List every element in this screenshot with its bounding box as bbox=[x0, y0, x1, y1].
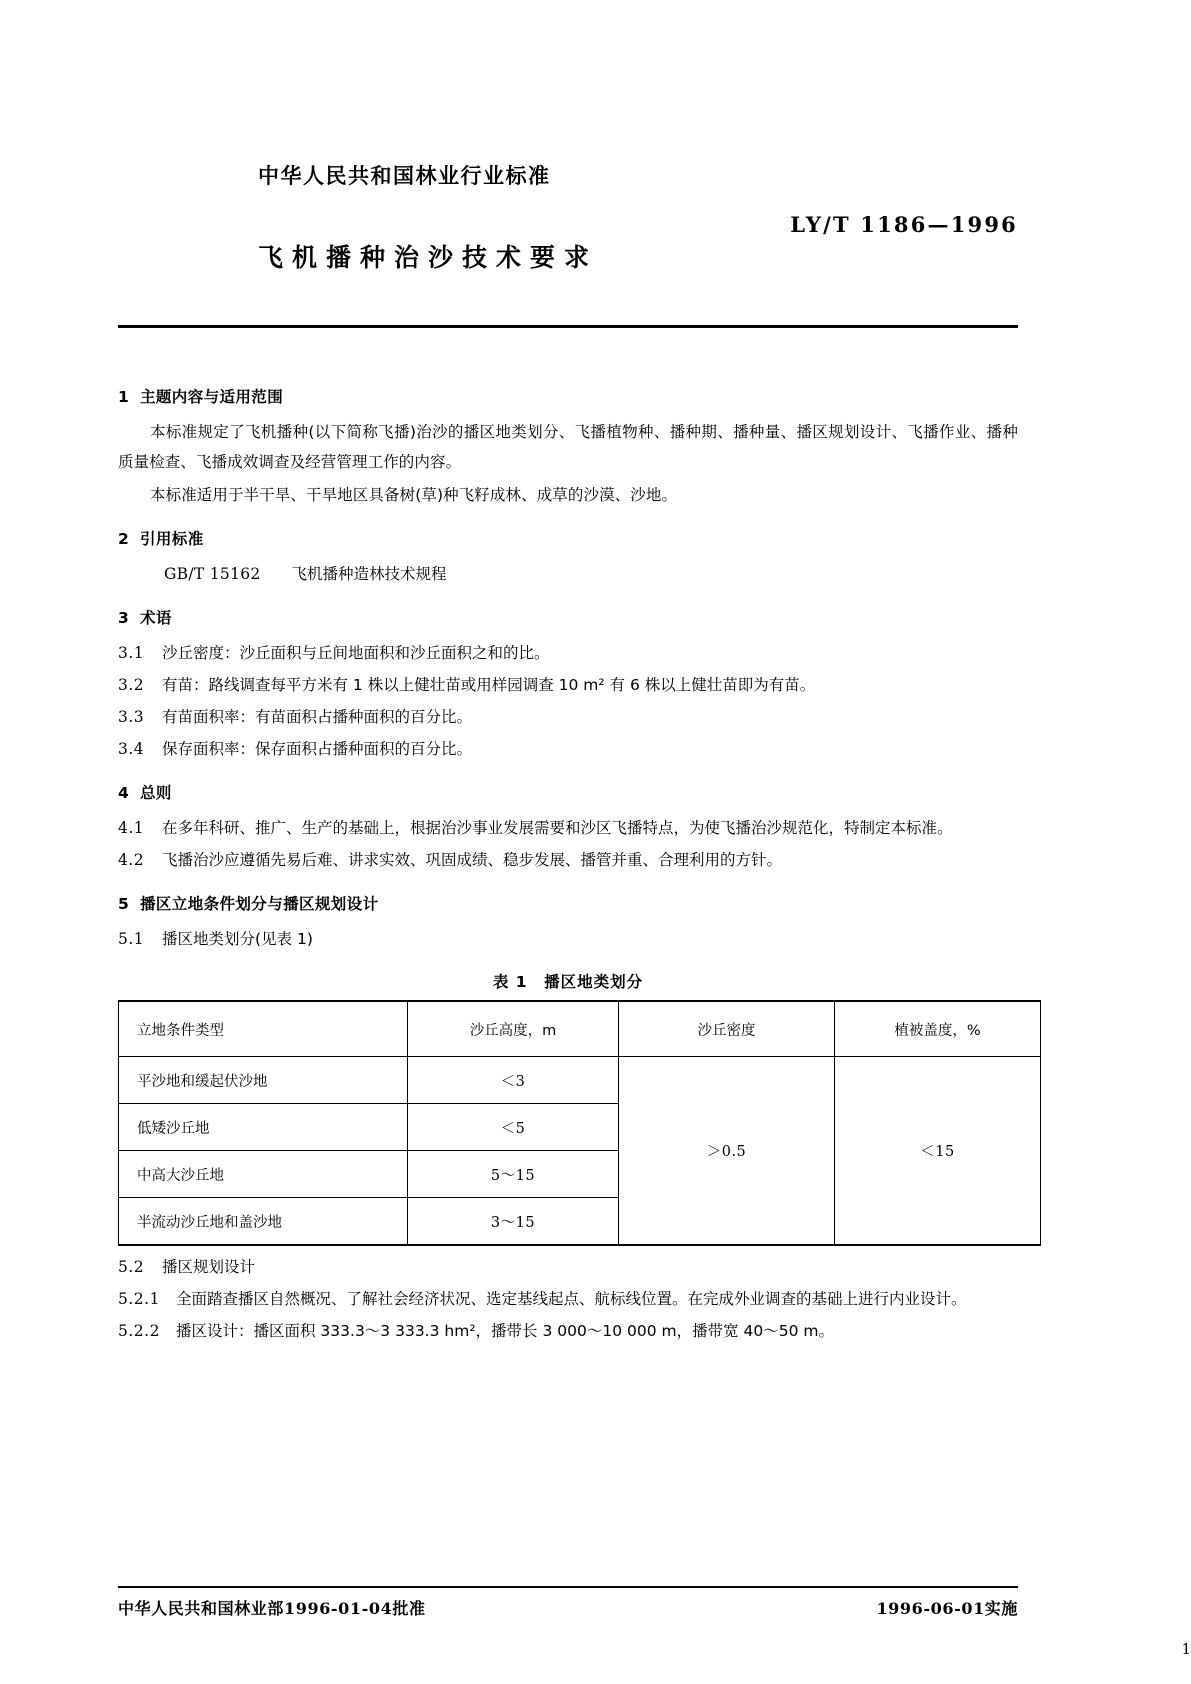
cell-site-type: 低矮沙丘地 bbox=[119, 1104, 408, 1151]
clause-number-3-3: 3.3 bbox=[118, 708, 145, 726]
cell-site-type: 中高大沙丘地 bbox=[119, 1151, 408, 1198]
document-body bbox=[118, 368, 1018, 1348]
clause-text-3-4: 保存面积率：保存面积占播种面积的百分比。 bbox=[162, 740, 473, 758]
clause-number-4-1: 4.1 bbox=[118, 819, 145, 837]
page-footer bbox=[118, 1586, 1018, 1619]
clause-number-4-2: 4.2 bbox=[118, 851, 145, 869]
section-number-2: 2 bbox=[118, 530, 130, 548]
clause-number-3-2: 3.2 bbox=[118, 676, 145, 694]
issuing-organization-title: 中华人民共和国林业行业标准 bbox=[258, 164, 551, 188]
cell-site-type: 半流动沙丘地和盖沙地 bbox=[119, 1198, 408, 1246]
clause-text-4-1: 在多年科研、推广、生产的基础上，根据治沙事业发展需要和沙区飞播特点，为使飞播治沙规范化，特制定本标准。 bbox=[162, 819, 953, 837]
table-row bbox=[119, 1057, 1041, 1104]
document-title: 飞机播种治沙技术要求 bbox=[258, 243, 599, 272]
section-title-4: 总则 bbox=[140, 784, 172, 802]
clause-text-5-2-2: 播区设计：播区面积 333.3～3 333.3 hm²，播带长 3 000～10 000 m，播带宽 40～50 m。 bbox=[176, 1322, 834, 1340]
clause-text-5-2: 播区规划设计 bbox=[162, 1258, 256, 1276]
section-title-5: 播区立地条件划分与播区规划设计 bbox=[140, 895, 379, 913]
section-heading-5 bbox=[118, 892, 1018, 914]
clause-5-2-2 bbox=[118, 1316, 1018, 1346]
clause-text-3-2: 有苗：路线调查每平方米有 1 株以上健壮苗或用样园调查 10 m² 有 6 株以上健壮苗即为有苗。 bbox=[162, 676, 816, 694]
section-title-1: 主题内容与适用范围 bbox=[140, 388, 284, 406]
header-divider bbox=[118, 325, 1018, 328]
section-title-2: 引用标准 bbox=[140, 530, 204, 548]
cell-dune-density-merged: ＞0.5 bbox=[619, 1057, 835, 1246]
table-1-body bbox=[119, 1057, 1041, 1246]
clause-number-5-2: 5.2 bbox=[118, 1258, 145, 1276]
clause-text-3-1: 沙丘密度：沙丘面积与丘间地面积和沙丘面积之和的比。 bbox=[162, 644, 550, 662]
section-1-paragraph-1: 本标准规定了飞机播种(以下简称飞播)治沙的播区地类划分、飞播植物种、播种期、播种量、播区规划设计、飞播作业、播种质量检查、飞播成效调查及经营管理工作的内容。 bbox=[118, 423, 1018, 471]
table-1-caption: 表 1 播区地类划分 bbox=[492, 973, 644, 991]
reference-title: 飞机播种造林技术规程 bbox=[291, 565, 447, 583]
clause-number-5-2-2: 5.2.2 bbox=[118, 1322, 160, 1340]
section-number-5: 5 bbox=[118, 895, 130, 913]
clause-3-2 bbox=[118, 670, 1018, 700]
clause-3-1 bbox=[118, 638, 1018, 668]
footer-divider bbox=[118, 1586, 1018, 1588]
approval-statement: 中华人民共和国林业部1996-01-04批准 bbox=[118, 1599, 426, 1618]
cell-site-type: 平沙地和缓起伏沙地 bbox=[119, 1057, 408, 1104]
clause-text-5-1: 播区地类划分(见表 1) bbox=[162, 930, 313, 948]
clause-number-3-1: 3.1 bbox=[118, 644, 145, 662]
section-number-4: 4 bbox=[118, 784, 130, 802]
page-number: 1 bbox=[1181, 1640, 1191, 1658]
clause-text-3-3: 有苗面积率：有苗面积占播种面积的百分比。 bbox=[162, 708, 473, 726]
cell-dune-height: ＜3 bbox=[408, 1057, 619, 1104]
clause-4-1 bbox=[118, 813, 1018, 843]
cell-dune-height: ＜5 bbox=[408, 1104, 619, 1151]
clause-number-3-4: 3.4 bbox=[118, 740, 145, 758]
clause-4-2 bbox=[118, 845, 1018, 875]
clause-number-5-2-1: 5.2.1 bbox=[118, 1290, 160, 1308]
implementation-date: 1996-06-01实施 bbox=[876, 1599, 1018, 1618]
table-header-dune-height: 沙丘高度，m bbox=[408, 1001, 619, 1057]
normative-reference-line bbox=[164, 559, 1018, 589]
clause-text-5-2-1: 全面踏查播区自然概况、了解社会经济状况、选定基线起点、航标线位置。在完成外业调查的基础上进行内业设计。 bbox=[176, 1290, 967, 1308]
clause-text-4-2: 飞播治沙应遵循先易后难、讲求实效、巩固成绩、稳步发展、播管并重、合理利用的方针。 bbox=[162, 851, 783, 869]
table-header-dune-density: 沙丘密度 bbox=[619, 1001, 835, 1057]
reference-code: GB/T 15162 bbox=[164, 565, 261, 583]
section-1-paragraph-2: 本标准适用于半干旱、干旱地区具备树(草)种飞籽成林、成草的沙漠、沙地。 bbox=[150, 486, 678, 504]
table-header-vegetation-coverage: 植被盖度，% bbox=[835, 1001, 1041, 1057]
cell-dune-height: 5～15 bbox=[408, 1151, 619, 1198]
clause-3-3 bbox=[118, 702, 1018, 732]
cell-dune-height: 3～15 bbox=[408, 1198, 619, 1246]
table-1-site-condition-classification bbox=[118, 1000, 1041, 1246]
clause-5-2-1 bbox=[118, 1284, 1018, 1314]
table-header-site-type: 立地条件类型 bbox=[119, 1001, 408, 1057]
cell-vegetation-coverage-merged: ＜15 bbox=[835, 1057, 1041, 1246]
clause-3-4 bbox=[118, 734, 1018, 764]
section-number-3: 3 bbox=[118, 609, 130, 627]
section-number-1: 1 bbox=[118, 388, 130, 406]
clause-number-5-1: 5.1 bbox=[118, 930, 145, 948]
table-1-header bbox=[119, 1001, 1041, 1057]
section-heading-4 bbox=[118, 781, 1018, 803]
table-header-row bbox=[119, 1001, 1041, 1057]
footer-row bbox=[118, 1596, 1018, 1619]
masthead bbox=[118, 160, 1018, 274]
section-heading-1 bbox=[118, 385, 1018, 407]
section-heading-3 bbox=[118, 606, 1018, 628]
clause-5-2 bbox=[118, 1252, 1018, 1282]
standard-number: LY/T 1186—1996 bbox=[790, 212, 1018, 237]
clause-5-1 bbox=[118, 924, 1018, 954]
section-title-3: 术语 bbox=[140, 609, 172, 627]
section-heading-2 bbox=[118, 527, 1018, 549]
